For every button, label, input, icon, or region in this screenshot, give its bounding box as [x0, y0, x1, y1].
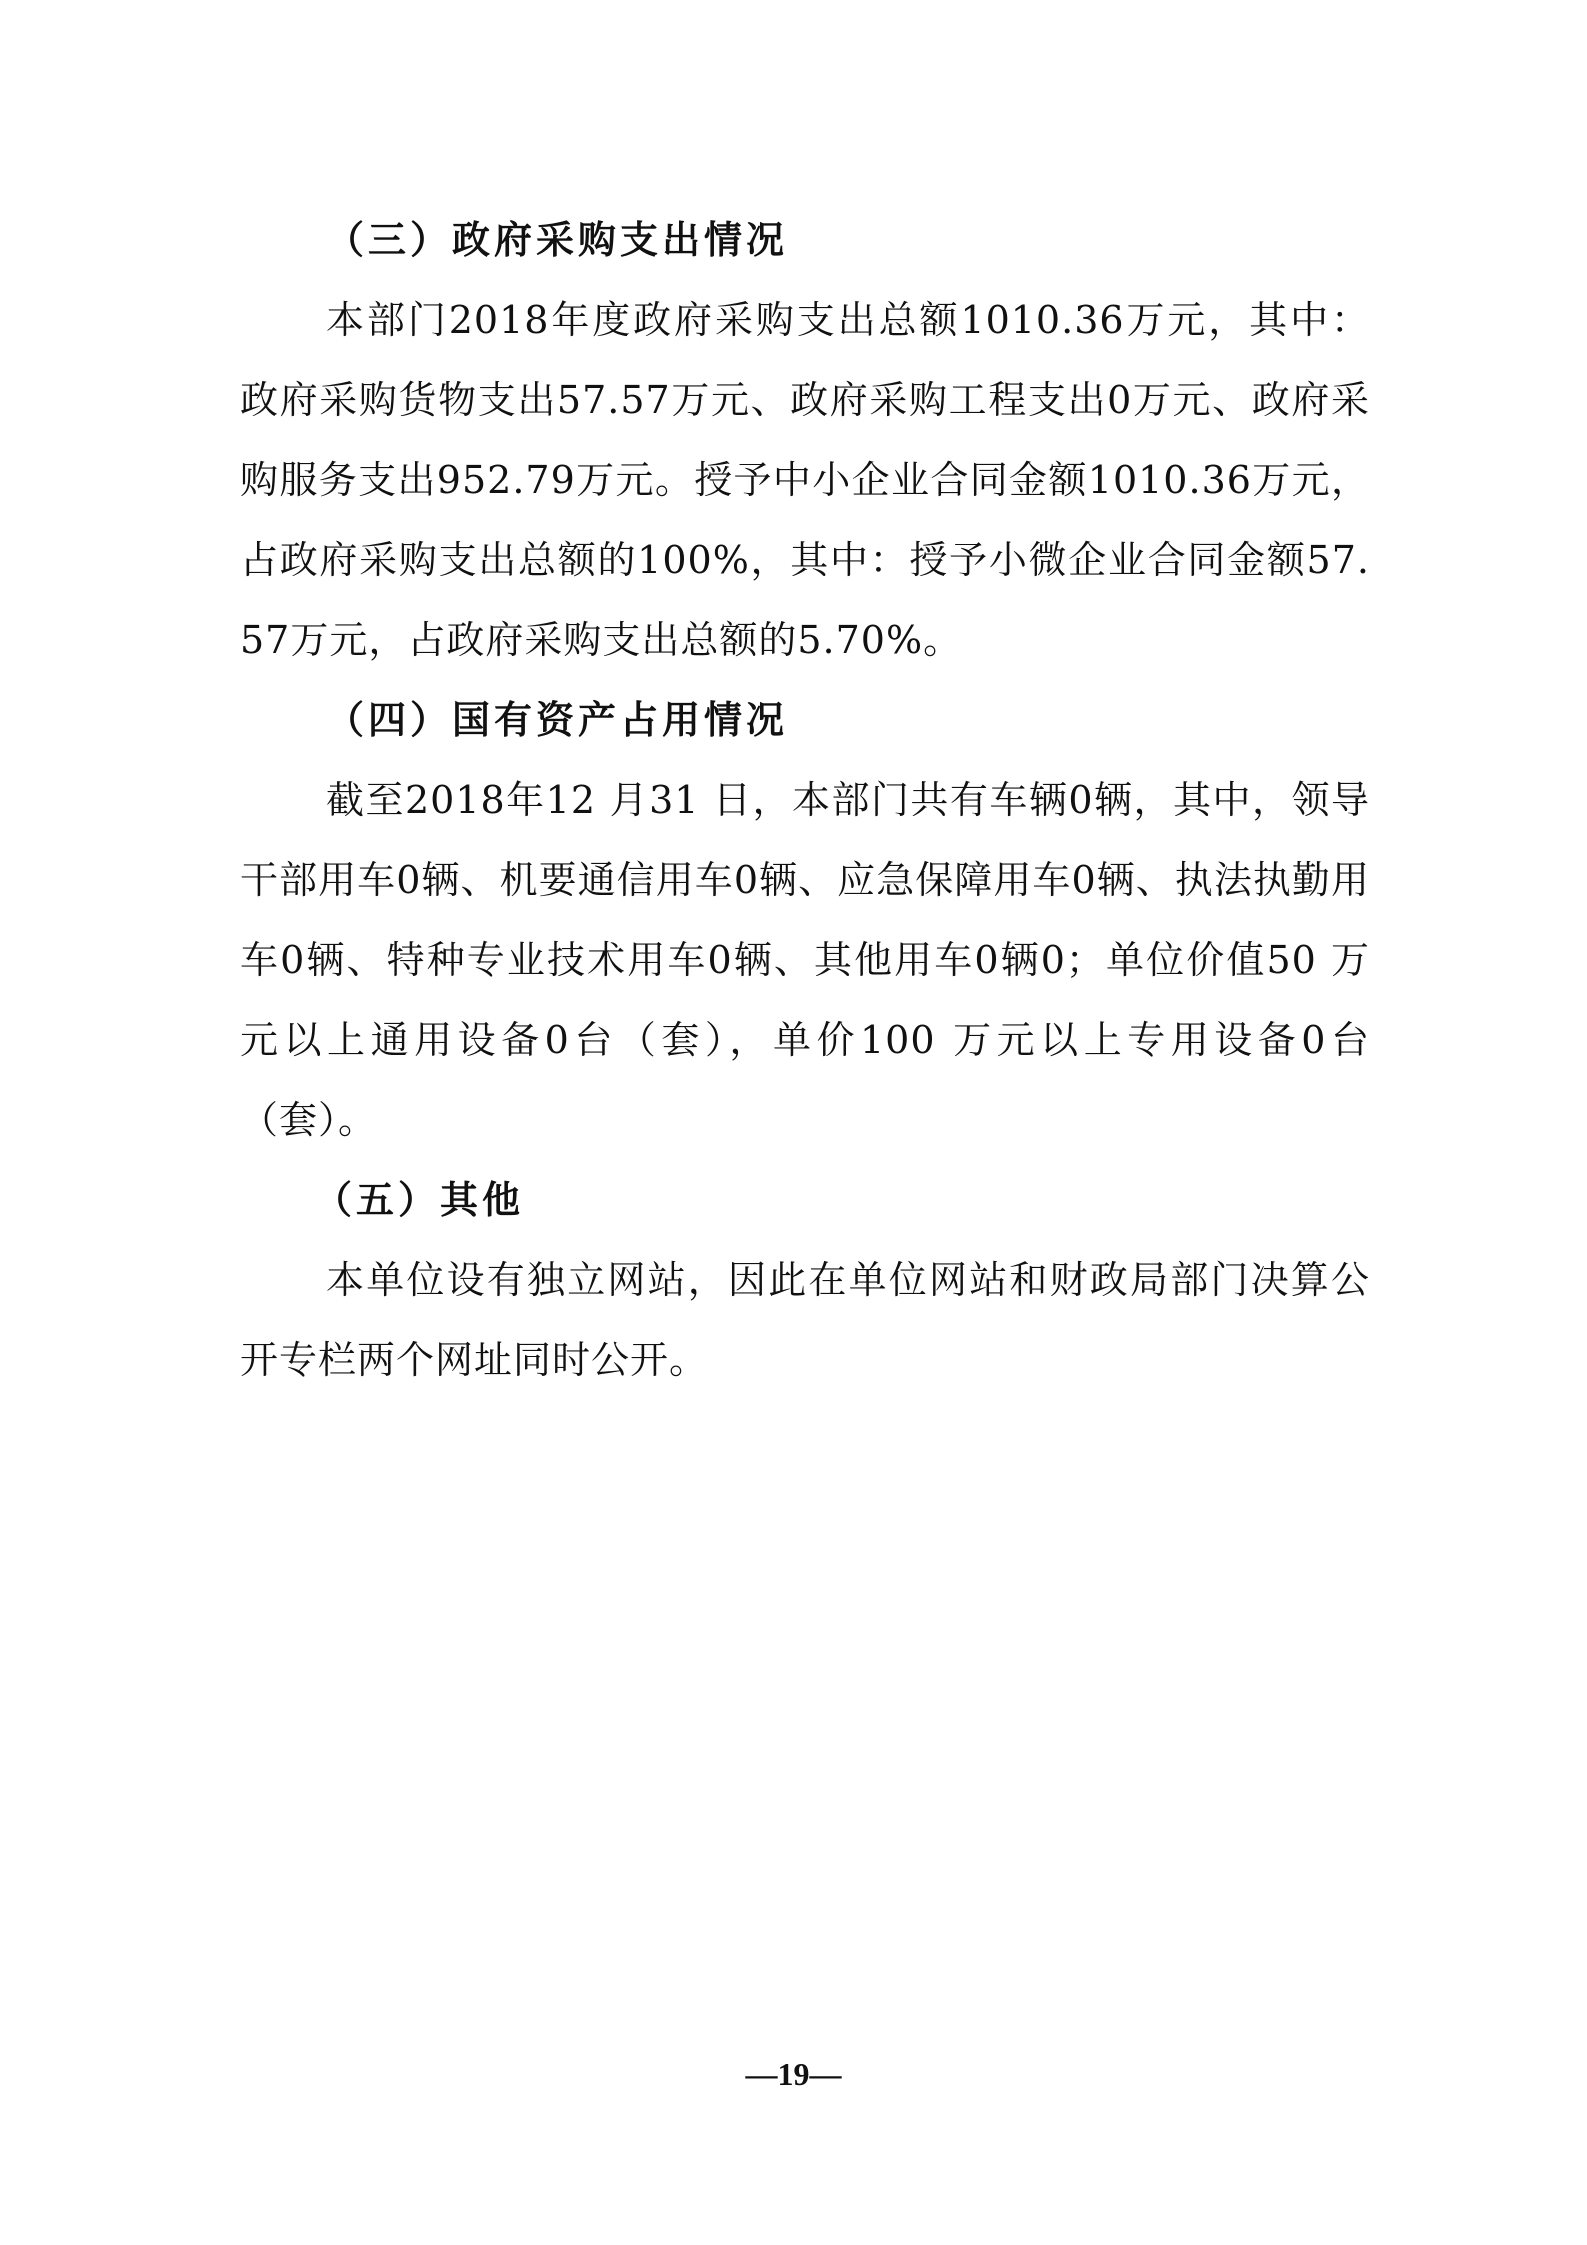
section-heading-state-assets: （四）国有资产占用情况 — [326, 697, 789, 742]
section-heading-procurement: （三）政府采购支出情况 — [326, 217, 789, 262]
section-body-procurement: 本部门2018年度政府采购支出总额1010.36万元，其中：政府采购货物支出57.57万元、政府采购工程支出0万元、政府采购服务支出952.79万元。授予中小企业合同金额1010.36万元，占政府采购支出总额的100%，其中：授予小微企业合同金额57.57万元，占政府采购支出总额的5.70%。 — [240, 298, 1370, 662]
page-content — [240, 200, 1370, 1400]
section-body-state-assets: 截至2018年12 月31 日，本部门共有车辆0辆，其中，领导干部用车0辆、机要通信用车0辆、应急保障用车0辆、执法执勤用车0辆、特种专业技术用车0辆、其他用车0辆0；单位价值50 万元以上通用设备0台（套），单价100 万元以上专用设备0台（套）。 — [240, 778, 1370, 1142]
page-number: —19— — [745, 2056, 842, 2092]
section-body-other: 本单位设有独立网站，因此在单位网站和财政局部门决算公开专栏两个网址同时公开。 — [240, 1258, 1370, 1382]
section-heading-other: （五）其他 — [314, 1177, 525, 1222]
